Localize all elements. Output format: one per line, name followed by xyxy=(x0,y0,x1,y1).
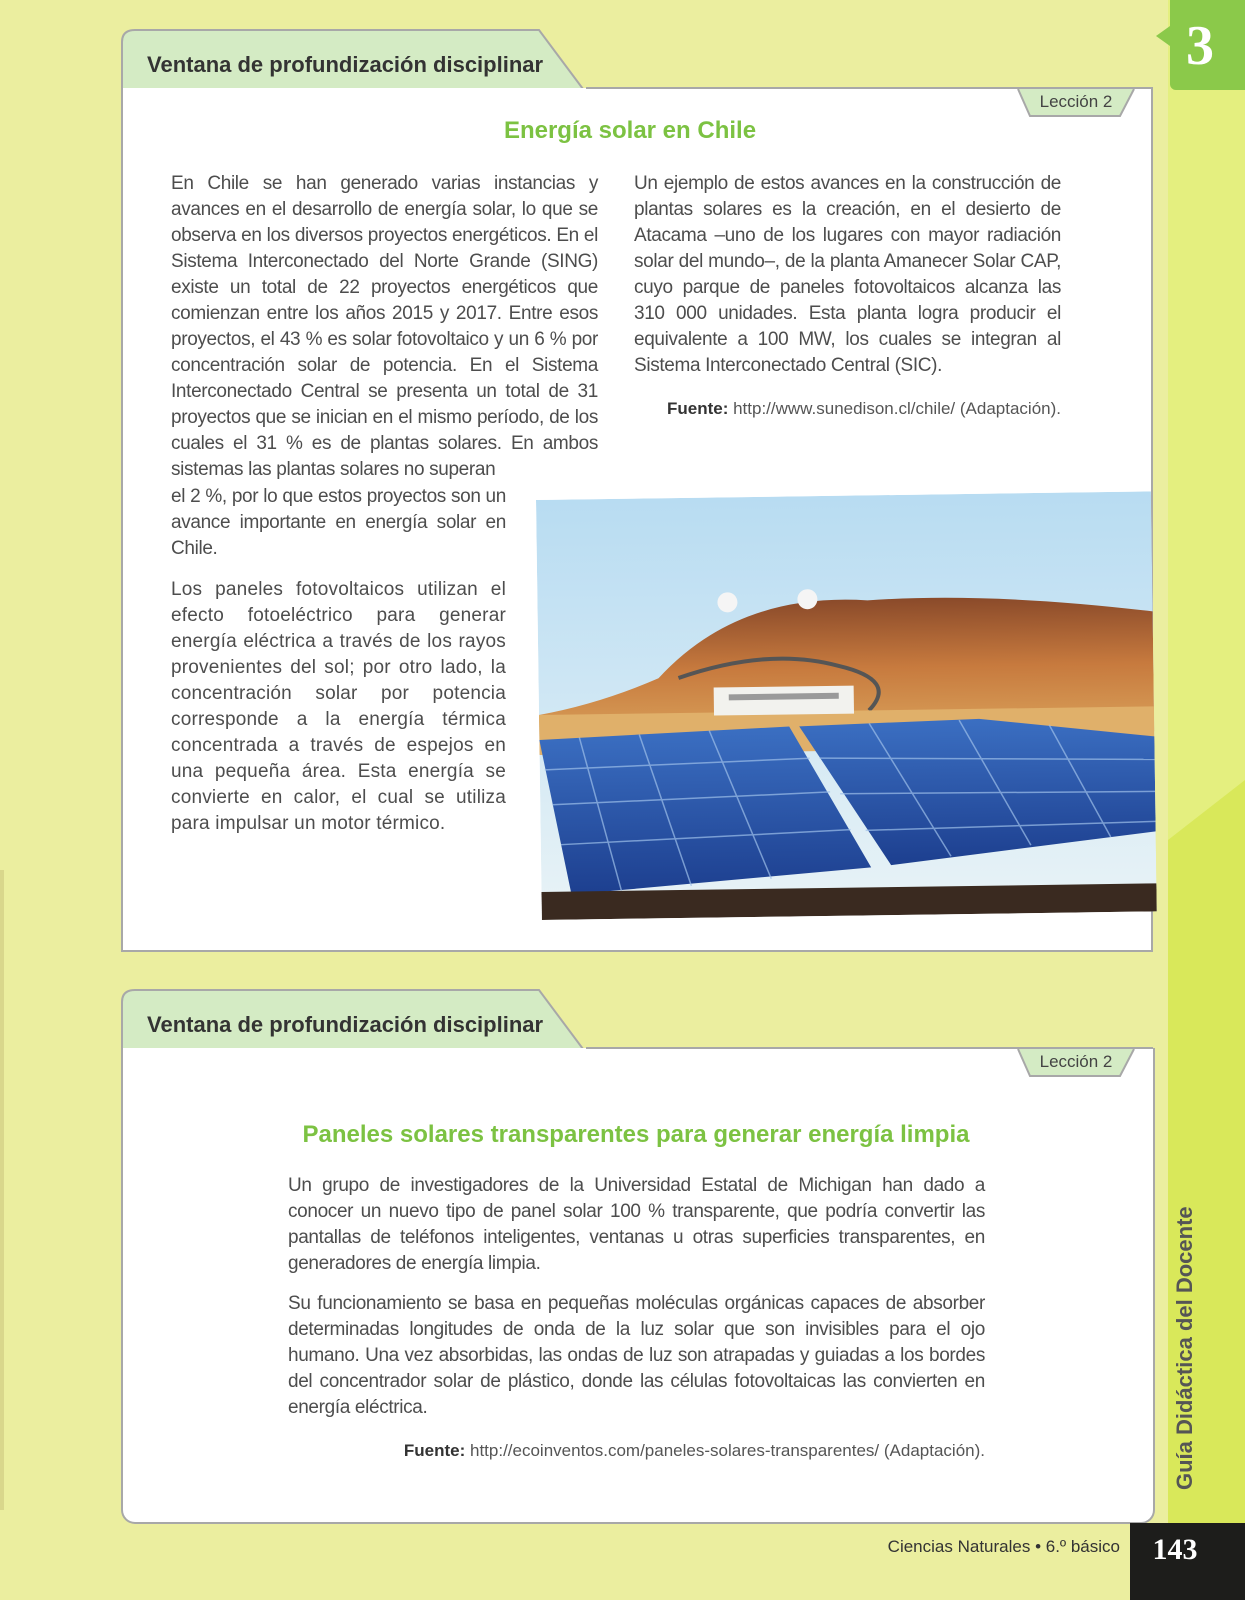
section1-tab xyxy=(121,28,591,90)
section2-title: Paneles solares transparentes para generar energía limpia xyxy=(302,1121,970,1148)
section1-source-label: Fuente: xyxy=(666,399,729,418)
section1-source-url: http://www.sunedison.cl/chile/ (Adaptación). xyxy=(728,399,1061,418)
guide-label: Guía Didáctica del Docente xyxy=(1172,1206,1197,1490)
section1-lesson-label: Lección 2 xyxy=(1039,92,1113,111)
section1-title: Energía solar en Chile xyxy=(503,117,757,144)
section1-tab-title: Ventana de profundización disciplinar xyxy=(147,52,544,77)
section1-col2-paragraph1: Un ejemplo de estos avances en la construcción de plantas solares es la creación, en el desierto de Atacama –uno de los lugares con mayor radiación solar del mundo–, de la planta Amanecer Solar CAP, cuyo parque de paneles fotovoltaicos alcanza las 310 000 unidades. Esta planta logra producir el equivalente a 100 MW, los cuales se integran al Sistema Interconectado Central (SIC). xyxy=(634,173,1061,376)
chapter-tab xyxy=(1170,0,1245,90)
solar-plant-illustration xyxy=(536,491,1157,920)
section2-source xyxy=(404,1441,985,1461)
section1-col1-paragraph1: En Chile se han generado varias instancias y avances en el desarrollo de energía solar, lo que se observa en los diversos proyectos energéticos. En el Sistema Interconectado del Norte Grande (SING) existe un total de 22 proyectos energéticos que comienzan entre los años 2015 y 2017. Entre esos proyectos, el 43 % es solar fotovoltaico y un 6 % por concentración solar de potencia. En el Sistema Interconectado Central se presenta un total de 31 proyectos que se inician en el mismo período, de los cuales el 31 % es de plantas solares. En ambos sistemas las plantas solares no superan xyxy=(171,173,598,480)
section2-source-url: http://ecoinventos.com/paneles-solares-transparentes/ (Adaptación). xyxy=(465,1441,985,1460)
footer-subject: Ciencias Naturales • 6.º básico xyxy=(887,1537,1120,1556)
section2-tab xyxy=(121,988,591,1050)
section2-paragraph1: Un grupo de investigadores de la Universidad Estatal de Michigan han dado a conocer un nuevo tipo de panel solar 100 % transparente, que podría convertir las pantallas de teléfonos inteligentes, ventanas u otras superficies transparentes, en generadores de energía limpia. xyxy=(288,1175,985,1274)
page-number: 143 xyxy=(1152,1533,1198,1566)
section1-col1-paragraph1-end: el 2 %, por lo que estos proyectos son un avance importante en energía solar en Chile. xyxy=(171,486,506,559)
section1-source xyxy=(667,399,1061,419)
page-number-box xyxy=(1130,1523,1245,1600)
section2-paragraph2: Su funcionamiento se basa en pequeñas moléculas orgánicas capaces de absorber determinadas longitudes de onda de la luz solar que son invisibles para el ojo humano. Una vez absorbidas, las ondas de luz son atrapadas y guiadas a los bordes del concentrador solar de plástico, donde las células fotovoltaicas las convierten en energía eléctrica. xyxy=(288,1293,985,1418)
solar-plant-photo xyxy=(536,491,1157,920)
section1-lesson-tab xyxy=(1017,89,1135,117)
section2-lesson-label: Lección 2 xyxy=(1039,1052,1113,1071)
section1-col1-paragraph2: Los paneles fotovoltaicos utilizan el efecto fotoeléctrico para generar energía eléctrica a través de los rayos provenientes del sol; por otro lado, la concentración solar por potencia corresponde a la energía térmica concentrada a través de espejos en una pequeña área. Esta energía se convierte en calor, el cual se utiliza para impulsar un motor térmico. xyxy=(171,579,506,834)
page-edge xyxy=(0,870,4,1510)
section2-tab-title: Ventana de profundización disciplinar xyxy=(147,1012,544,1037)
chapter-number: 3 xyxy=(1186,15,1214,77)
chapter-tab-notch xyxy=(1156,26,1170,46)
section2-lesson-tab xyxy=(1017,1049,1135,1077)
section2-source-label: Fuente: xyxy=(403,1441,466,1460)
